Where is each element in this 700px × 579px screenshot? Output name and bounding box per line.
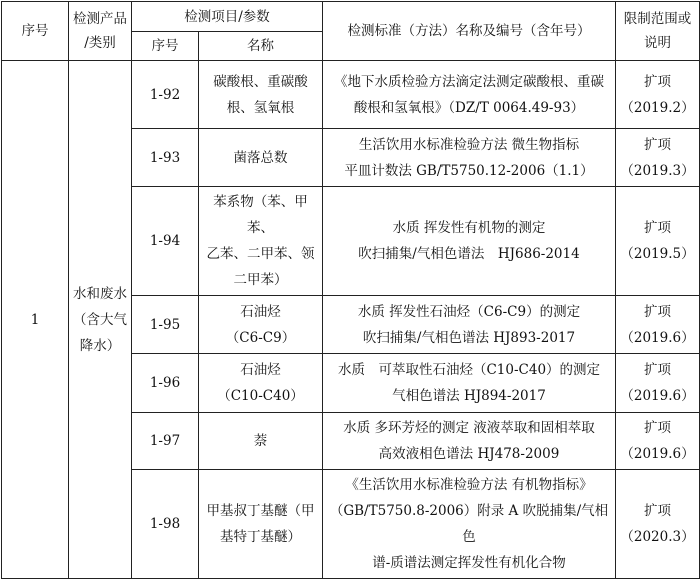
row-standard-line: 吹扫捕集/气相色谱法 HJ686-2014 — [358, 246, 580, 262]
row-standard-line: 水质 挥发性有机物的测定 — [392, 220, 546, 236]
row-standard-line: （GB/T5750.8-2006）附录 A 吹脱捕集/气相色 — [329, 503, 609, 545]
row-standard — [323, 470, 616, 579]
row-limit-line: （2019.3） — [620, 162, 695, 179]
header-category-line2: /类别 — [84, 35, 116, 51]
row-standard-line: 生活饮用水标准检验方法 微生物指标 — [358, 136, 580, 153]
row-standard — [323, 129, 616, 187]
row-limit-line: （2019.6） — [620, 446, 695, 462]
row-limit-line: 扩项 — [644, 73, 671, 90]
row-standard — [323, 61, 616, 129]
row-limit — [616, 129, 700, 187]
row-name-line: （C6-C9） — [225, 329, 296, 346]
row-name-line: 基特丁基醚） — [220, 529, 301, 545]
row-seq: 1-98 — [132, 470, 199, 579]
header-item-name: 名称 — [199, 32, 323, 61]
row-name-line: （C10-C40） — [217, 388, 304, 404]
row-standard-line: 水质 挥发性石油烃（C6-C9）的测定 — [357, 303, 581, 320]
row-limit-line: （2020.3） — [620, 529, 695, 545]
row-name-line: 乙苯、二甲苯、领 — [206, 246, 315, 262]
row-limit — [616, 354, 700, 413]
row-name-line: 石油烃 — [240, 303, 281, 320]
header-seq: 序号 — [2, 2, 69, 61]
row-standard-line: 水质 可萃取性石油烃（C10-C40）的测定 — [337, 362, 601, 378]
row-name — [199, 129, 323, 187]
row-standard — [323, 296, 616, 354]
row-standard — [323, 413, 616, 470]
header-standard: 检测标准（方法）名称及编号（含年号） — [323, 2, 616, 61]
row-seq: 1-93 — [132, 129, 199, 187]
row-standard-line: 吹扫捕集/气相色谱法 HJ893-2017 — [362, 329, 576, 346]
header-limit-line2: 说明 — [644, 35, 671, 51]
row-seq: 1-95 — [132, 296, 199, 354]
row-limit — [616, 413, 700, 470]
row-name-line: 二甲苯） — [233, 272, 288, 288]
row-seq: 1-97 — [132, 413, 199, 470]
row-name-line: 菌落总数 — [233, 149, 288, 166]
row-limit-line: 扩项 — [644, 420, 671, 436]
row-standard-line: 酸根和氢氧根》（DZ/T 0064.49-93） — [353, 99, 585, 116]
group-category-line3: 降水） — [79, 337, 121, 354]
row-limit-line: （2019.6） — [620, 388, 695, 404]
header-limit-line1: 限制范围或 — [623, 11, 692, 27]
row-standard — [323, 354, 616, 413]
row-limit-line: （2019.6） — [620, 329, 695, 346]
row-standard-line: 《地下水质检验方法滴定法测定碳酸根、重碳 — [334, 73, 604, 90]
row-name — [199, 354, 323, 413]
row-limit-line: （2019.2） — [620, 99, 695, 116]
row-name-line: 石油烃 — [240, 362, 281, 378]
row-standard-line: 气相色谱法 HJ894-2017 — [392, 388, 546, 404]
header-item-seq: 序号 — [132, 32, 199, 61]
row-name — [199, 61, 323, 129]
row-name — [199, 413, 323, 470]
row-limit — [616, 296, 700, 354]
row-limit-line: 扩项 — [644, 303, 671, 320]
row-name — [199, 470, 323, 579]
row-standard-line: 谱-质谱法测定挥发性有机化合物 — [372, 555, 566, 571]
group-category-line1: 水和废水 — [73, 285, 127, 302]
row-standard-line: 水质 多环芳烃的测定 液液萃取和固相萃取 — [343, 420, 595, 436]
row-name-line: 萘 — [253, 433, 268, 449]
row-limit-line: 扩项 — [644, 362, 671, 378]
row-name-line: 根、氢氧根 — [226, 99, 295, 116]
row-limit-line: 扩项 — [644, 136, 671, 153]
row-seq: 1-92 — [132, 61, 199, 129]
row-name — [199, 187, 323, 296]
header-item-group: 检测项目/参数 — [132, 2, 323, 32]
row-name — [199, 296, 323, 354]
row-seq: 1-94 — [132, 187, 199, 296]
row-standard — [323, 187, 616, 296]
detection-scope-table — [1, 1, 700, 579]
row-limit — [616, 470, 700, 579]
row-name-line: 苯系物（苯、甲苯、 — [213, 194, 308, 236]
row-standard-line: 《生活饮用水标准检验方法 有机物指标》 — [345, 477, 593, 493]
group-category-line2: （含大气 — [73, 311, 127, 328]
group-category — [69, 61, 132, 579]
row-limit-line: （2019.5） — [620, 246, 695, 262]
row-standard-line: 高效液相色谱法 HJ478-2009 — [378, 446, 560, 462]
table-row — [2, 61, 700, 129]
header-limit — [616, 2, 700, 61]
row-seq: 1-96 — [132, 354, 199, 413]
header-category — [69, 2, 132, 61]
header-category-line1: 检测产品 — [73, 11, 127, 27]
row-limit-line: 扩项 — [644, 220, 671, 236]
row-limit-line: 扩项 — [644, 503, 671, 519]
row-standard-line: 平皿计数法 GB/T5750.12-2006（1.1） — [344, 162, 594, 179]
group-seq: 1 — [2, 61, 69, 579]
row-limit — [616, 61, 700, 129]
row-name-line: 碳酸根、重碳酸 — [213, 73, 308, 90]
row-name-line: 甲基叔丁基醚（甲 — [206, 503, 315, 519]
row-limit — [616, 187, 700, 296]
